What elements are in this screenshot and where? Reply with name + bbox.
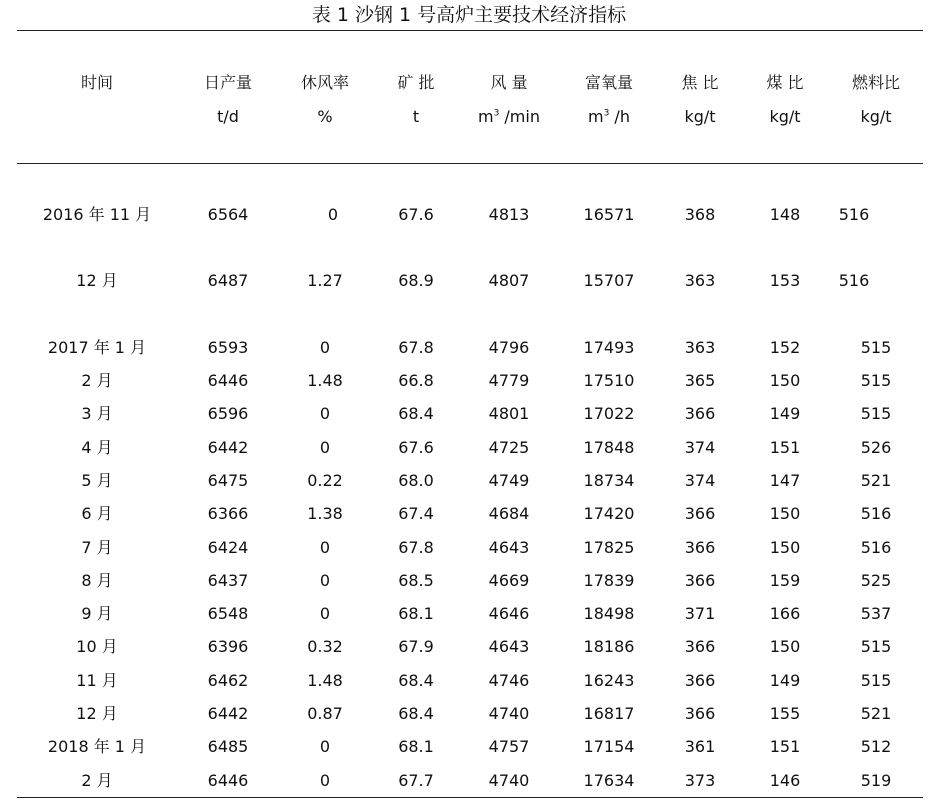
value-cell: 4669 xyxy=(488,571,530,590)
column-header xyxy=(280,66,370,134)
value-cell: 374 xyxy=(684,438,716,457)
value-cell: 68.9 xyxy=(398,271,434,290)
top-rule xyxy=(17,30,923,31)
value-cell: 4646 xyxy=(488,604,530,623)
time-cell: 5 月 xyxy=(81,471,113,490)
value-cell: 4725 xyxy=(488,438,530,457)
value-cell: 150 xyxy=(769,637,801,656)
value-cell: 18498 xyxy=(583,604,635,623)
value-cell: 68.4 xyxy=(398,404,434,423)
value-cell: 1.48 xyxy=(307,671,343,690)
column-unit: $m^3$ /min xyxy=(478,107,540,126)
value-cell: 6442 xyxy=(207,438,249,457)
value-cell: 4757 xyxy=(488,737,530,756)
value-cell: 6485 xyxy=(207,737,249,756)
value-cell: 515 xyxy=(860,637,892,656)
value-cell: 151 xyxy=(769,737,801,756)
value-cell: 1.48 xyxy=(307,371,343,390)
value-cell: 0 xyxy=(319,771,331,790)
value-cell: 0 xyxy=(327,205,339,224)
value-cell: 4801 xyxy=(488,404,530,423)
header-rule xyxy=(17,163,923,164)
column-header xyxy=(564,66,654,134)
column-header xyxy=(183,66,273,134)
value-cell: 515 xyxy=(860,371,892,390)
value-cell: 6475 xyxy=(207,471,249,490)
value-cell: 67.7 xyxy=(398,771,434,790)
value-cell: 366 xyxy=(684,571,716,590)
value-cell: 365 xyxy=(684,371,716,390)
value-cell: 366 xyxy=(684,504,716,523)
value-cell: 151 xyxy=(769,438,801,457)
value-cell: 0 xyxy=(319,571,331,590)
value-cell: 366 xyxy=(684,404,716,423)
value-cell: 366 xyxy=(684,538,716,557)
value-cell: 16243 xyxy=(583,671,635,690)
value-cell: 67.8 xyxy=(398,538,434,557)
value-cell: 521 xyxy=(860,704,892,723)
time-cell: 12 月 xyxy=(76,704,118,723)
value-cell: 6446 xyxy=(207,771,249,790)
value-cell: 16571 xyxy=(583,205,635,224)
value-cell: 516 xyxy=(860,538,892,557)
value-cell: 6564 xyxy=(207,205,249,224)
time-cell: 4 月 xyxy=(81,438,113,457)
column-name: 风 量 xyxy=(490,73,528,92)
value-cell: 6462 xyxy=(207,671,249,690)
bottom-rule xyxy=(17,797,923,798)
value-cell: 6548 xyxy=(207,604,249,623)
value-cell: 515 xyxy=(860,338,892,357)
value-cell: 0.87 xyxy=(307,704,343,723)
value-cell: 68.0 xyxy=(398,471,434,490)
value-cell: 366 xyxy=(684,671,716,690)
time-cell: 2018 年 1 月 xyxy=(47,737,147,756)
value-cell: 17848 xyxy=(583,438,635,457)
column-name: 休风率 xyxy=(300,73,349,92)
value-cell: 0 xyxy=(319,538,331,557)
value-cell: 67.4 xyxy=(398,504,434,523)
column-name: 焦 比 xyxy=(681,73,719,92)
value-cell: 18186 xyxy=(583,637,635,656)
time-cell: 9 月 xyxy=(81,604,113,623)
value-cell: 4740 xyxy=(488,704,530,723)
column-name: 富氧量 xyxy=(584,73,633,92)
value-cell: 18734 xyxy=(583,471,635,490)
value-cell: 67.9 xyxy=(398,637,434,656)
column-header xyxy=(655,66,745,134)
value-cell: 67.6 xyxy=(398,438,434,457)
column-header xyxy=(52,66,142,100)
value-cell: 0 xyxy=(319,404,331,423)
column-header xyxy=(371,66,461,134)
value-cell: 515 xyxy=(860,404,892,423)
value-cell: 152 xyxy=(769,338,801,357)
value-cell: 374 xyxy=(684,471,716,490)
value-cell: 146 xyxy=(769,771,801,790)
value-cell: 4779 xyxy=(488,371,530,390)
time-cell: 7 月 xyxy=(81,538,113,557)
time-cell: 11 月 xyxy=(76,671,118,690)
value-cell: 516 xyxy=(838,271,870,290)
value-cell: 1.38 xyxy=(307,504,343,523)
value-cell: 6446 xyxy=(207,371,249,390)
value-cell: 361 xyxy=(684,737,716,756)
value-cell: 6437 xyxy=(207,571,249,590)
value-cell: 6593 xyxy=(207,338,249,357)
value-cell: 17825 xyxy=(583,538,635,557)
column-unit: % xyxy=(317,107,333,126)
time-cell: 2016 年 11 月 xyxy=(42,205,152,224)
column-unit: kg/t xyxy=(860,107,892,126)
value-cell: 4643 xyxy=(488,637,530,656)
value-cell: 4807 xyxy=(488,271,530,290)
value-cell: 17022 xyxy=(583,404,635,423)
value-cell: 6424 xyxy=(207,538,249,557)
value-cell: 66.8 xyxy=(398,371,434,390)
value-cell: 68.1 xyxy=(398,737,434,756)
column-unit: t/d xyxy=(217,107,239,126)
value-cell: 0.22 xyxy=(307,471,343,490)
value-cell: 0 xyxy=(319,737,331,756)
value-cell: 515 xyxy=(860,671,892,690)
value-cell: 0 xyxy=(319,438,331,457)
value-cell: 155 xyxy=(769,704,801,723)
value-cell: 4643 xyxy=(488,538,530,557)
value-cell: 0 xyxy=(319,604,331,623)
value-cell: 4740 xyxy=(488,771,530,790)
value-cell: 147 xyxy=(769,471,801,490)
value-cell: 366 xyxy=(684,637,716,656)
column-unit: $m^3$ /h xyxy=(588,107,630,126)
value-cell: 366 xyxy=(684,704,716,723)
value-cell: 150 xyxy=(769,538,801,557)
column-unit: kg/t xyxy=(769,107,801,126)
value-cell: 521 xyxy=(860,471,892,490)
value-cell: 17420 xyxy=(583,504,635,523)
column-name: 燃料比 xyxy=(851,73,900,92)
time-cell: 6 月 xyxy=(81,504,113,523)
value-cell: 516 xyxy=(860,504,892,523)
time-cell: 10 月 xyxy=(76,637,118,656)
value-cell: 68.5 xyxy=(398,571,434,590)
value-cell: 4749 xyxy=(488,471,530,490)
value-cell: 149 xyxy=(769,671,801,690)
column-name: 矿 批 xyxy=(397,73,435,92)
value-cell: 150 xyxy=(769,504,801,523)
value-cell: 525 xyxy=(860,571,892,590)
value-cell: 516 xyxy=(838,205,870,224)
value-cell: 150 xyxy=(769,371,801,390)
column-name: 日产量 xyxy=(203,73,252,92)
value-cell: 68.4 xyxy=(398,704,434,723)
value-cell: 153 xyxy=(769,271,801,290)
time-cell: 12 月 xyxy=(76,271,118,290)
value-cell: 6487 xyxy=(207,271,249,290)
value-cell: 371 xyxy=(684,604,716,623)
value-cell: 67.8 xyxy=(398,338,434,357)
column-name: 煤 比 xyxy=(766,73,804,92)
value-cell: 16817 xyxy=(583,704,635,723)
time-cell: 3 月 xyxy=(81,404,113,423)
value-cell: 17634 xyxy=(583,771,635,790)
time-cell: 2 月 xyxy=(81,771,113,790)
value-cell: 6442 xyxy=(207,704,249,723)
time-cell: 2017 年 1 月 xyxy=(47,338,147,357)
value-cell: 6596 xyxy=(207,404,249,423)
value-cell: 17154 xyxy=(583,737,635,756)
value-cell: 4813 xyxy=(488,205,530,224)
column-header xyxy=(464,66,554,134)
value-cell: 6366 xyxy=(207,504,249,523)
value-cell: 4746 xyxy=(488,671,530,690)
value-cell: 6396 xyxy=(207,637,249,656)
value-cell: 0 xyxy=(319,338,331,357)
value-cell: 1.27 xyxy=(307,271,343,290)
value-cell: 512 xyxy=(860,737,892,756)
value-cell: 166 xyxy=(769,604,801,623)
value-cell: 526 xyxy=(860,438,892,457)
value-cell: 149 xyxy=(769,404,801,423)
value-cell: 148 xyxy=(769,205,801,224)
value-cell: 68.4 xyxy=(398,671,434,690)
time-cell: 8 月 xyxy=(81,571,113,590)
table-title: 表 1 沙钢 1 号高炉主要技术经济指标 xyxy=(311,4,627,26)
column-unit: t xyxy=(412,107,420,126)
value-cell: 17510 xyxy=(583,371,635,390)
value-cell: 159 xyxy=(769,571,801,590)
value-cell: 537 xyxy=(860,604,892,623)
value-cell: 373 xyxy=(684,771,716,790)
value-cell: 15707 xyxy=(583,271,635,290)
value-cell: 4796 xyxy=(488,338,530,357)
value-cell: 363 xyxy=(684,338,716,357)
column-unit: kg/t xyxy=(684,107,716,126)
value-cell: 363 xyxy=(684,271,716,290)
value-cell: 17839 xyxy=(583,571,635,590)
column-name: 时间 xyxy=(80,73,113,92)
time-cell: 2 月 xyxy=(81,371,113,390)
value-cell: 17493 xyxy=(583,338,635,357)
column-header xyxy=(740,66,830,134)
value-cell: 368 xyxy=(684,205,716,224)
value-cell: 519 xyxy=(860,771,892,790)
value-cell: 4684 xyxy=(488,504,530,523)
value-cell: 68.1 xyxy=(398,604,434,623)
column-header xyxy=(831,66,921,134)
value-cell: 0.32 xyxy=(307,637,343,656)
value-cell: 67.6 xyxy=(398,205,434,224)
